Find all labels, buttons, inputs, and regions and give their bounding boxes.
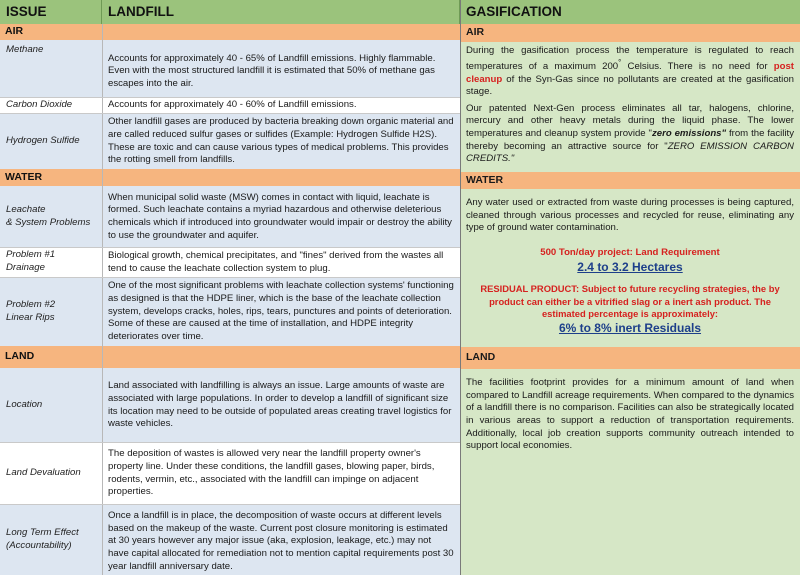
gas-water-text: Any water used or extracted from waste during processes is being captured, cleaned through various processes and recycled for reuse, eliminating any type of ground water contamination. xyxy=(466,197,794,234)
gas-land-text: The facilities footprint provides for a minimum amount of land when compared to Landfill acreage requirements. When compared to the dynamics of a landfill there is no comparison. Facilities can also be strategically located in various areas to support a reduction of transportation requirements. Additionally, local job creation supports community outreach intended to support local economies. xyxy=(460,369,800,575)
row-divider xyxy=(0,442,460,443)
row-divider xyxy=(0,113,460,114)
text-long-term-effect: Once a landfill is in place, the decomposition of waste occurs at different levels based on the makeup of the waste. Current post closure monitoring is estimated at 30 years however any major issue (aka, explosion, leakage, etc.) may not have capital allocated for remediation not to mention capital requirements post 30 year landfill anniversary date. xyxy=(102,504,460,575)
residual-value-wrap xyxy=(460,321,800,337)
project-value: 2.4 to 3.2 Hectares xyxy=(577,259,683,274)
label-leachate: Leachate & System Problems xyxy=(0,186,102,247)
gas-air-paragraph-1: During the gasification process the temperature is regulated to reach temperatures of a maximum 200° Celsius. There is no need for post cleanup of the Syn-Gas since no pollutants are created at the gasification stage. xyxy=(466,45,795,98)
label-drainage: Problem #1 Drainage xyxy=(0,247,102,277)
section-water: WATER xyxy=(0,169,460,186)
section-land: LAND xyxy=(0,346,460,368)
text-hydrogen-sulfide: Other landfill gases are produced by bacteria breaking down organic material and are called reduced sulfur gases or sulfides (Example: Hydrogen Sulfide H2S). These are toxic and can cause various types of medical problems. This provides the rotting smell from landfills. xyxy=(102,113,460,169)
column-divider-issue xyxy=(102,24,103,575)
gas-section-land: LAND xyxy=(460,347,800,369)
label-carbon-dioxide: Carbon Dioxide xyxy=(0,97,102,113)
text-location: Land associated with landfilling is always an issue. Large amounts of waste are associated with large populations. In order to develop a landfill of significant size its location may need to be outside of populated areas creating travel logistics for waste vehicles. xyxy=(102,368,460,442)
label-hydrogen-sulfide: Hydrogen Sulfide xyxy=(0,113,102,169)
project-label: 500 Ton/day project: Land Requirement xyxy=(540,246,720,258)
text-linear-rips: One of the most significant problems with leachate collection systems' functioning as designed is that the HDPE liner, which is the base of the leachate collection system, develops cracks, holes, rips, tears, punctures and points of deterioration. Some of these are caused at the time of installation, and HDPE integrity deteriorates over time. xyxy=(102,277,460,346)
text-carbon-dioxide: Accounts for approximately 40 - 60% of Landfill emissions. xyxy=(102,97,460,113)
row-divider xyxy=(0,277,460,278)
header-issue: ISSUE xyxy=(0,0,102,24)
project-value-wrap xyxy=(460,260,800,276)
header-gasification: GASIFICATION xyxy=(460,0,800,24)
gas-air-text xyxy=(460,42,800,172)
column-divider-gasification xyxy=(460,0,461,575)
text-land-devaluation: The deposition of wastes is allowed very near the landfill property owner's property line. Under these conditions, the landfill gases, blowing paper, birds, rodents, vermin, etc., associated with the landfill can impinge on adjacent properties. xyxy=(102,442,460,504)
gas-water-block xyxy=(460,189,800,347)
text-leachate: When municipal solid waste (MSW) comes in contact with liquid, leachate is formed. Such leachate contains a myriad hazardous and otherwise deleterious chemicals which if introduced into groundwater would impair or destroy the ability to use the groundwater and aquifer. xyxy=(102,186,460,247)
row-divider xyxy=(0,97,460,98)
label-linear-rips: Problem #2 Linear Rips xyxy=(0,277,102,346)
label-land-devaluation: Land Devaluation xyxy=(0,442,102,504)
text-methane: Accounts for approximately 40 - 65% of Landfill emissions. Highly flammable. Even with the most structured landfill it is estimated that 50% of methane gas escapes into the air. xyxy=(102,40,460,97)
label-long-term-effect: Long Term Effect (Accountability) xyxy=(0,504,102,575)
gas-air-paragraph-2: Our patented Next-Gen process eliminates all tar, halogens, chlorine, mercury and other heavy metals during the liquid phase. The lower temperatures and cleanup system provide "zero emissions" from the facility thereby becoming an attractive source for "ZERO EMISSION CARBON CREDITS." xyxy=(466,102,794,165)
label-methane: Methane xyxy=(0,40,102,97)
row-divider xyxy=(0,247,460,248)
gas-section-water: WATER xyxy=(460,172,800,189)
section-air: AIR xyxy=(0,24,460,40)
row-divider xyxy=(0,504,460,505)
residual-label: RESIDUAL PRODUCT: Subject to future recycling strategies, the by product can either be a vitrified slag or a inert ash product. The estimated percentage is approximately: xyxy=(480,283,780,320)
gas-section-air: AIR xyxy=(460,24,800,42)
text-drainage: Biological growth, chemical precipitates, and "fines" derived from the wastes all tend to cause the leachate collection system to plug. xyxy=(102,247,460,277)
header-landfill: LANDFILL xyxy=(102,0,460,24)
residual-value: 6% to 8% inert Residuals xyxy=(558,320,702,335)
label-location: Location xyxy=(0,368,102,442)
